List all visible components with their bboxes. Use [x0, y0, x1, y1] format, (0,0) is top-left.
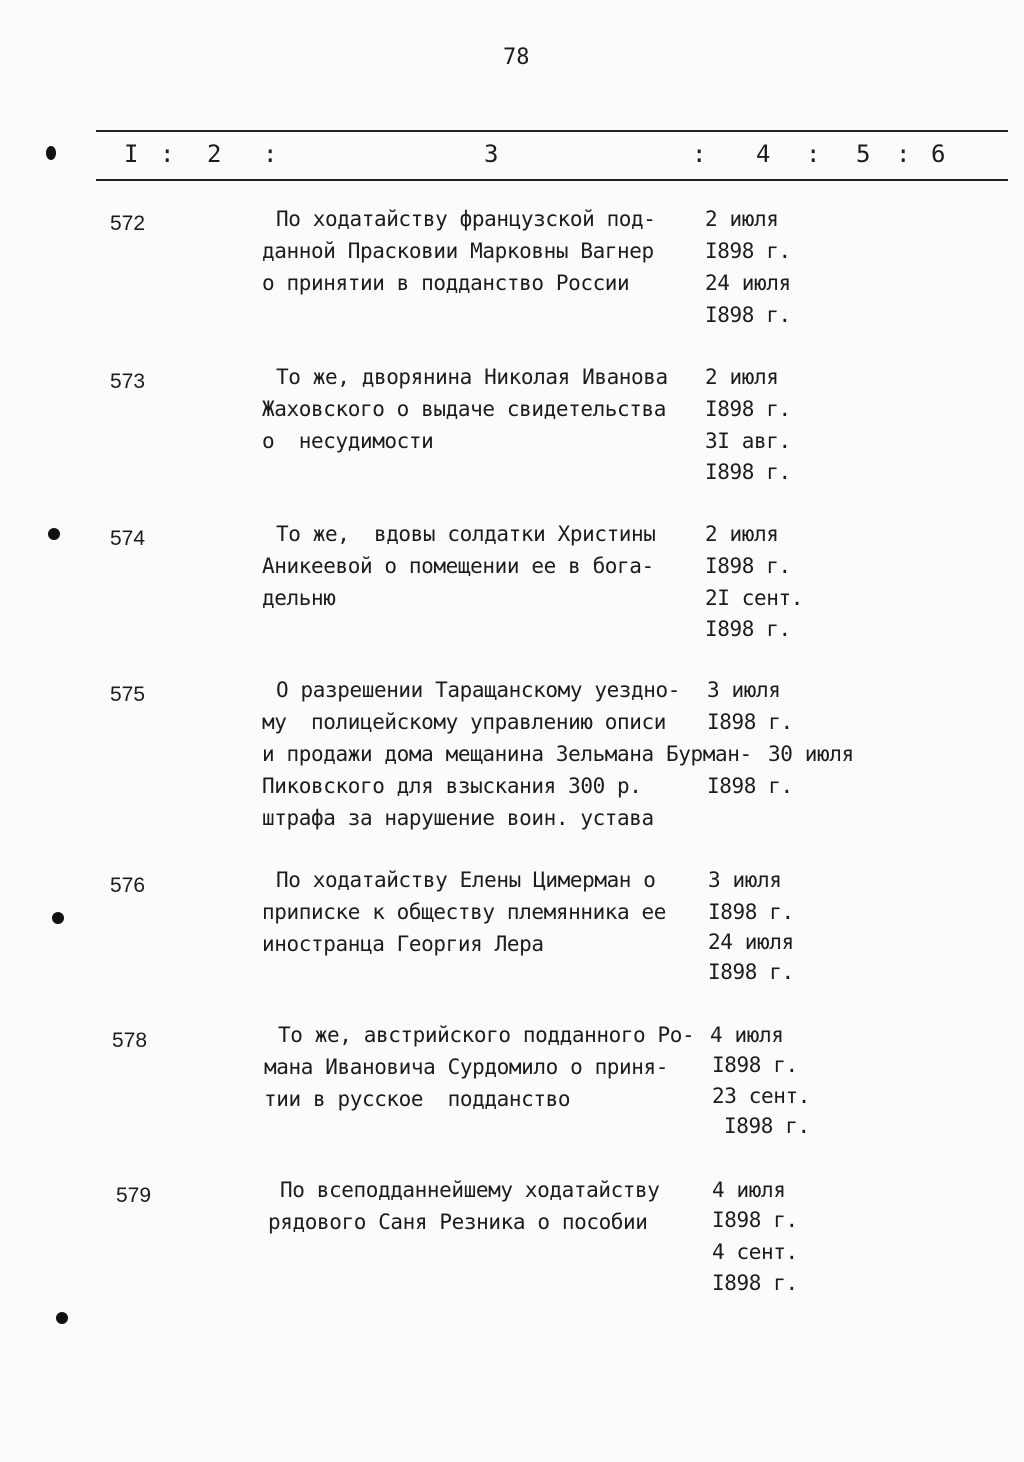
- punch-hole-mark: [48, 528, 60, 540]
- entry-end-year: I898 г.: [705, 303, 791, 327]
- col-header-1: I: [124, 140, 139, 168]
- entry-title-line: приписке к обществу племянника ее: [262, 900, 667, 924]
- entry-start-date: 2 июля: [705, 365, 779, 389]
- entry-title-line: То же, австрийского подданного Ро-: [278, 1023, 695, 1047]
- col-header-5: 5: [856, 140, 871, 168]
- col-header-6: 6: [931, 140, 946, 168]
- entry-title-line: О разрешении Таращанскому уездно-: [276, 678, 681, 702]
- entry-title-line: тии в русское подданство: [264, 1087, 571, 1111]
- entry-title-line: штрафа за нарушение воин. устава: [262, 806, 654, 830]
- col-header-3: 3: [484, 140, 499, 168]
- entry-number: 579: [116, 1184, 152, 1207]
- col-separator: :: [896, 140, 911, 168]
- entry-number: 574: [110, 527, 146, 550]
- entry-number: 578: [112, 1029, 148, 1052]
- entry-end-year: I898 г.: [724, 1114, 810, 1138]
- entry-number: 572: [110, 212, 146, 235]
- entry-title-line: По всеподданнейшему ходатайству: [280, 1178, 660, 1202]
- header-bottom-rule: [96, 179, 1008, 181]
- entry-number: 575: [110, 683, 146, 706]
- entry-title-line: му полицейскому управлению описи: [262, 710, 667, 734]
- entry-number: 573: [110, 370, 146, 393]
- entry-start-year: I898 г.: [712, 1208, 798, 1232]
- entry-title-line: данной Прасковии Марковны Вагнер: [262, 239, 654, 263]
- entry-title-line: По ходатайству Елены Цимерман о: [276, 868, 656, 892]
- entry-end-date: 24 июля: [705, 271, 791, 295]
- entry-end-year: I898 г.: [708, 960, 794, 984]
- entry-start-date: 3 июля: [708, 868, 782, 892]
- punch-hole-mark: [52, 912, 64, 924]
- entry-start-year: I898 г.: [708, 900, 794, 924]
- entry-start-date: 4 июля: [712, 1178, 786, 1202]
- header-top-rule: [96, 130, 1008, 132]
- entry-end-date: 24 июля: [708, 930, 794, 954]
- entry-title-line: То же, дворянина Николая Иванова: [276, 365, 668, 389]
- page-number: 78: [503, 45, 530, 70]
- col-header-2: 2: [207, 140, 222, 168]
- entry-title-line: о принятии в подданство России: [262, 271, 630, 295]
- entry-end-date: 30 июля: [768, 742, 854, 766]
- entry-title-line: мана Ивановича Сурдомило о приня-: [264, 1055, 669, 1079]
- entry-title-line: иностранца Георгия Лера: [262, 932, 544, 956]
- punch-hole-mark: [46, 146, 56, 160]
- entry-start-date: 2 июля: [705, 522, 779, 546]
- entry-end-year: I898 г.: [705, 617, 791, 641]
- entry-end-date: 3I авг.: [705, 429, 791, 453]
- entry-title-line: Аникеевой о помещении ее в бога-: [262, 554, 654, 578]
- entry-start-year: I898 г.: [705, 397, 791, 421]
- entry-start-date: 4 июля: [710, 1023, 784, 1047]
- entry-start-date: 2 июля: [705, 207, 779, 231]
- entry-title-line: о несудимости: [262, 429, 434, 453]
- col-separator: :: [806, 140, 821, 168]
- punch-hole-mark: [56, 1312, 68, 1324]
- entry-title-line: Пиковского для взыскания 300 р.: [262, 774, 642, 798]
- col-header-4: 4: [756, 140, 771, 168]
- entry-start-year: I898 г.: [712, 1053, 798, 1077]
- col-separator: :: [692, 140, 707, 168]
- col-separator: :: [160, 140, 175, 168]
- entry-end-year: I898 г.: [712, 1271, 798, 1295]
- entry-start-date: 3 июля: [707, 678, 781, 702]
- entry-title-line: То же, вдовы солдатки Христины: [276, 522, 656, 546]
- entry-start-year: I898 г.: [705, 239, 791, 263]
- entry-start-year: I898 г.: [707, 710, 793, 734]
- col-separator: :: [263, 140, 278, 168]
- entry-end-date: 4 сент.: [712, 1240, 798, 1264]
- entry-title-line: и продажи дома мещанина Зельмана Бурман-: [262, 742, 752, 766]
- entry-title-line: рядового Саня Резника о пособии: [268, 1210, 648, 1234]
- entry-start-year: I898 г.: [705, 554, 791, 578]
- entry-end-date: 2I сент.: [705, 586, 803, 610]
- entry-number: 576: [110, 874, 146, 897]
- entry-end-year: I898 г.: [705, 460, 791, 484]
- entry-title-line: По ходатайству французской под-: [276, 207, 656, 231]
- entry-title-line: дельню: [262, 586, 336, 610]
- entry-end-year: I898 г.: [707, 774, 793, 798]
- entry-title-line: Жаховского о выдаче свидетельства: [262, 397, 667, 421]
- entry-end-date: 23 сент.: [712, 1084, 810, 1108]
